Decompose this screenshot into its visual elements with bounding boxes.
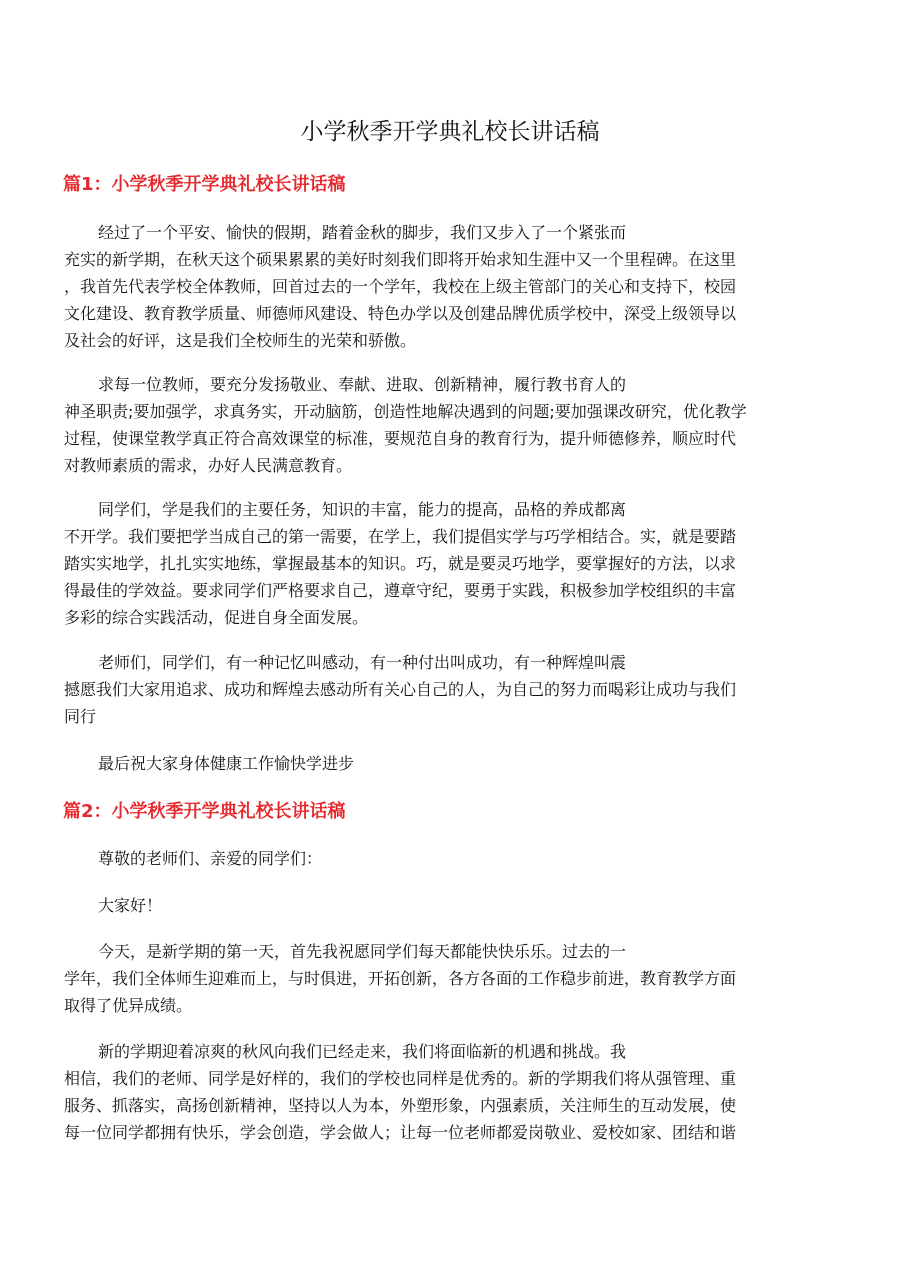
text-line: 每一位同学都拥有快乐，学会创造，学会做人；让每一位老师都爱岗敬业、爱校如家、团结和谐 (64, 1123, 737, 1142)
text-line: 新的学期迎着凉爽的秋风向我们已经走来，我们将面临新的机遇和挑战。我 (98, 1042, 627, 1061)
text-line: 今天，是新学期的第一天，首先我祝愿同学们每天都能快快乐乐。过去的一 (98, 942, 627, 961)
text-line: 取得了优异成绩。 (64, 996, 193, 1015)
text-line: 不开学。我们要把学当成自己的第一需要，在学上，我们提倡实学与巧学相结合。实，就是要踏 (64, 527, 737, 546)
text-line: 多彩的综合实践活动，促进自身全面发展。 (64, 608, 369, 627)
text-line: 服务、抓落实，高扬创新精神，坚持以人为本，外塑形象，内强素质，关注师生的互动发展，使 (64, 1096, 737, 1115)
text-line: 最后祝大家身体健康工作愉快学进步 (98, 754, 355, 773)
page-title: 小学秋季开学典礼校长讲话稿 (300, 119, 600, 145)
text-line: 神圣职责;要加强学，求真务实，开动脑筋，创造性地解决遇到的问题;要加强课改研究，优化教学 (64, 402, 747, 421)
text-line: 得最佳的学效益。要求同学们严格要求自己，遵章守纪，要勇于实践，积极参加学校组织的丰富 (64, 581, 737, 600)
section-heading-1: 篇1：小学秋季开学典礼校长讲话稿 (63, 174, 346, 195)
section-heading-2: 篇2：小学秋季开学典礼校长讲话稿 (63, 801, 346, 822)
text-line: 学年，我们全体师生迎难而上，与时俱进，开拓创新，各方各面的工作稳步前进，教育教学方面 (64, 969, 737, 988)
text-line: 尊敬的老师们、亲爱的同学们： (98, 849, 323, 868)
text-line: 求每一位教师，要充分发扬敬业、奉献、进取、创新精神，履行教书育人的 (98, 375, 627, 394)
text-line: 同学们，学是我们的主要任务，知识的丰富，能力的提高，品格的养成都离 (98, 500, 627, 519)
text-line: 同行 (64, 707, 97, 726)
text-line: 充实的新学期，在秋天这个硕果累累的美好时刻我们即将开始求知生涯中又一个里程碑。在这里 (64, 250, 737, 269)
text-line: 老师们，同学们，有一种记忆叫感动，有一种付出叫成功，有一种辉煌叫震 (98, 653, 627, 672)
text-line: 相信，我们的老师、同学是好样的，我们的学校也同样是优秀的。新的学期我们将从强管理、重 (64, 1069, 737, 1088)
text-line: 过程，使课堂教学真正符合高效课堂的标准，要规范自身的教育行为，提升师德修养，顺应时代 (64, 429, 737, 448)
text-line: 对教师素质的需求，办好人民满意教育。 (64, 456, 353, 475)
text-line: 撼愿我们大家用追求、成功和辉煌去感动所有关心自己的人，为自己的努力而喝彩让成功与我们 (64, 680, 737, 699)
text-line: 文化建设、教育教学质量、师德师风建设、特色办学以及创建品牌优质学校中，深受上级领导以 (64, 304, 737, 323)
text-line: 大家好！ (98, 896, 163, 915)
text-line: 经过了一个平安、愉快的假期，踏着金秋的脚步，我们又步入了一个紧张而 (98, 223, 627, 242)
text-line: ，我首先代表学校全体教师，回首过去的一个学年，我校在上级主管部门的关心和支持下，校园 (64, 277, 737, 296)
text-line: 踏实实地学，扎扎实实地练，掌握最基本的知识。巧，就是要灵巧地学，要掌握好的方法，以求 (64, 554, 737, 573)
text-line: 及社会的好评，这是我们全校师生的光荣和骄傲。 (64, 331, 417, 350)
